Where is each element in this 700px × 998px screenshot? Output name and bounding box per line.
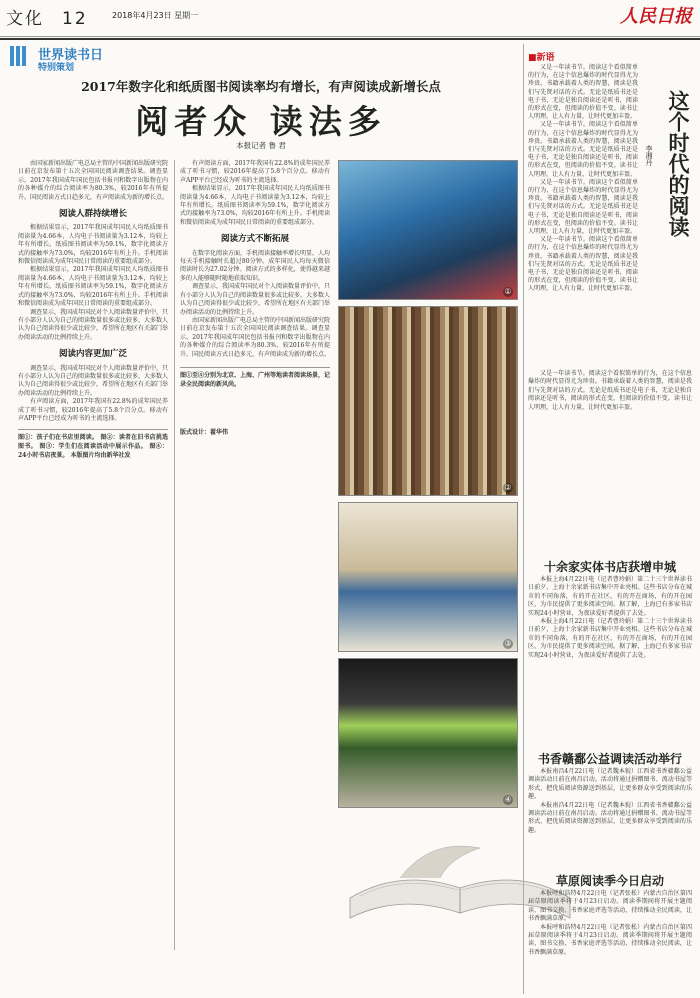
story-bookstores-para-2: 本报上海4月22日电（记者曹玲娟）第二十三个世界读书日前夕，上海十余家新书店集中开业亮相。这些书店分布在城市的不同角落，有的开在社区，有的开在商场，有的开在园区，为市民提供了更多阅读空间。据了解，上海已有多家书店实现24小时营业，为夜读爱好者提供了去处。 bbox=[528, 618, 692, 659]
article-headline: 阅者众 读法多 bbox=[135, 102, 387, 141]
photo-caption: 图①：孩子们在书店里阅读。 图②：读者在旧书店挑选图书。 图③：学生们在阅读活动中展示作品。 图④：24小时书店夜景。 本版图片均由新华社发 bbox=[18, 434, 168, 459]
article-body-2b: 有声阅读方面，2017年我国有22.8%的成年国民养成了听书习惯，较2016年提高了5.8个百分点。移动有声APP平台已经成为听书的主流选择。 bbox=[18, 398, 168, 422]
story-bookstores-headline: 十余家实体书店获增申城 bbox=[543, 560, 676, 574]
story-grassland-para-1: 本报呼和浩特4月22日电（记者张枨）内蒙古自治区第四届草原阅读季将于4月23日启动。阅读季期间将开展主题阅读、图书交换、书香家庭评选等活动，持续推动全民阅读，让书香飘满草原。 bbox=[528, 890, 692, 923]
story-grassland-para-2: 本报呼和浩特4月22日电（记者张枨）内蒙古自治区第四届草原阅读季将于4月23日启动。阅读季期间将开展主题阅读、图书交换、书香家庭评选等活动，持续推动全民阅读，让书香飘满草原。 bbox=[528, 923, 692, 956]
newspaper-logo: 人民日报 bbox=[620, 6, 692, 27]
photo-kids-reading bbox=[338, 160, 518, 300]
story-bookstores-para-1: 本报上海4月22日电（记者曹玲娟）第二十三个世界读书日前夕，上海十余家新书店集中开业亮相。这些书店分布在城市的不同角落，有的开在社区，有的开在商场，有的开在园区，为市民提供了更多阅读空间。据了解，上海已有多家书店实现24小时营业，为夜读爱好者提供了去处。 bbox=[528, 576, 692, 617]
commentary-paragraph-1: 又是一年读书节。阅读这个看似简单的行为，在这个信息爆炸的时代显得尤为珍贵。书籍承载着人类的智慧，阅读是我们与先贤对话的方式。无论是纸质书还是电子书，无论是独自阅读还是听书，阅读的形式在变，但阅读的价值不变。读书让人明理，让人有力量，让时代更加丰盈。 bbox=[528, 64, 638, 121]
photo-caption-box-2 bbox=[180, 367, 330, 389]
article-intro: 由国家新闻出版广电总局主管的中国新闻出版研究院日前在京发布第十五次全国国民阅读调查结果。调查显示，2017年我国成年国民包括书报刊和数字出版物在内的各种媒介的综合阅读率为80.3%，较2016年有所提升。国民阅读方式日趋多元，有声阅读成为新的增长点。 bbox=[18, 160, 169, 201]
commentary-body bbox=[528, 64, 638, 294]
article-column-1 bbox=[18, 160, 168, 460]
commentary-paragraph-3: 又是一年读书节。阅读这个看似简单的行为，在这个信息爆炸的时代显得尤为珍贵。书籍承载着人类的智慧，阅读是我们与先贤对话的方式。无论是纸质书还是电子书，无论是独自阅读还是听书，阅读的形式在变，但阅读的价值不变。读书让人明理，让人有力量，让时代更加丰盈。 bbox=[528, 178, 638, 236]
banner-book-icon bbox=[10, 46, 32, 66]
commentary-author: 李湘丹 bbox=[645, 145, 653, 166]
subhead-methods: 阅读方式不断拓展 bbox=[220, 234, 289, 245]
article-column-2 bbox=[180, 160, 330, 438]
banner-subtitle: 特别策划 bbox=[38, 63, 75, 73]
article-body-3: 有声阅读方面，2017年我国有22.8%的成年国民养成了听书习惯，较2016年提高了5.8个百分点。移动有声APP平台已经成为听书的主流选择。 bbox=[180, 160, 330, 184]
article-body-4b: 调查显示，我国成年国民对个人阅读数量评价中，只有小部分人认为自己的阅读数量很多或比较多，大多数人认为自己阅读得很少或比较少，希望所在地区有关部门举办阅读活动的比例持续上升。 bbox=[180, 283, 331, 316]
story-jiangxi-para-2: 本报南昌4月22日电（记者魏本貌）江西省书香赣鄱公益调读活动日前在南昌启动。活动将通过捐赠图书、流动书屋等形式，把优质阅读资源送到基层，让更多群众享受到阅读的乐趣。 bbox=[528, 801, 692, 834]
section-label: 文化 bbox=[6, 9, 44, 29]
article-body-1: 根据结果显示，2017年我国成年国民人均纸质图书阅读量为4.66本，人均电子书阅读量为3.12本，均较上年有所增长。纸质图书阅读率为59.1%，数字化阅读方式的接触率为73.0%，均较2016年有所上升。手机阅读和微信阅读成为成年国民日常阅读的重要组成部分。 bbox=[18, 224, 168, 266]
photo-caption-2: 图①至④分别为北京、上海、广州等地读者阅读场景，记录全民阅读的新风尚。 bbox=[180, 371, 331, 388]
photo-caption-box bbox=[18, 429, 168, 460]
story-jiangxi-para-1: 本报南昌4月22日电（记者魏本貌）江西省书香赣鄱公益调读活动日前在南昌启动。活动将通过捐赠图书、流动书屋等形式，把优质阅读资源送到基层，让更多群众享受到阅读的乐趣。 bbox=[528, 768, 692, 801]
article-body-2: 调查显示，我国成年国民对个人阅读数量评价中，只有小部分人认为自己的阅读数量很多或比较多，大多数人认为自己阅读得很少或比较少，希望所在地区有关部门举办阅读活动的比例持续上升。 bbox=[18, 364, 169, 397]
story-grassland-headline: 草原阅读季今日启动 bbox=[555, 874, 664, 888]
article-body-4: 在数字化阅读方面，手机阅读接触率增长明显，人均每天手机接触时长超过80分钟。成年国民人均每天微信阅读时长为27.02分钟。阅读方式的多样化，使得越来越多的人能够随时随地获取知识。 bbox=[180, 249, 331, 282]
story-bookstores-body bbox=[528, 576, 692, 660]
photo-number-3: ③ bbox=[504, 639, 512, 648]
commentary-paragraph-2: 又是一年读书节。阅读这个看似简单的行为，在这个信息爆炸的时代显得尤为珍贵。书籍承载着人类的智慧，阅读是我们与先贤对话的方式。无论是纸质书还是电子书，无论是独自阅读还是听书，阅读的形式在变，但阅读的价值不变。读书让人明理，让人有力量，让时代更加丰盈。 bbox=[528, 121, 638, 178]
commentary-title: 这个时代的阅读 bbox=[666, 90, 690, 237]
photo-24h-bookstore bbox=[338, 658, 518, 808]
page-number: 12 bbox=[62, 9, 88, 29]
section-name bbox=[6, 4, 88, 29]
article-deck: 2017年数字化和纸质图书阅读率均有增长，有声阅读成新增长点 bbox=[81, 79, 441, 94]
commentary-label: ■新语 bbox=[528, 53, 555, 63]
story-jiangxi-body bbox=[528, 768, 692, 835]
subhead-content: 阅读内容更加广泛 bbox=[58, 349, 127, 360]
photo-number-4: ④ bbox=[504, 795, 512, 804]
photo-classroom bbox=[338, 502, 518, 652]
article-byline: 本报记者 鲁 君 bbox=[236, 141, 286, 150]
masthead bbox=[0, 0, 700, 40]
commentary-paragraph-4: 又是一年读书节。阅读这个看似简单的行为，在这个信息爆炸的时代显得尤为珍贵。书籍承载着人类的智慧，阅读是我们与先贤对话的方式。无论是纸质书还是电子书，无论是独自阅读还是听书，阅读的形式在变，但阅读的价值不变。读书让人明理，让人有力量，让时代更加丰盈。 bbox=[528, 236, 638, 293]
column-divider bbox=[174, 160, 175, 950]
article-body-1b: 根据结果显示，2017年我国成年国民人均纸质图书阅读量为4.66本，人均电子书阅读量为3.12本，均较上年有所增长。纸质图书阅读率为59.1%，数字化阅读方式的接触率为73.0%，均较2016年有所上升。手机阅读和微信阅读成为成年国民日常阅读的重要组成部分。 bbox=[18, 266, 168, 308]
photo-number-1: ① bbox=[504, 287, 512, 296]
story-jiangxi-headline: 书香赣鄱公益调读活动举行 bbox=[537, 752, 682, 766]
commentary-body-lower bbox=[528, 370, 692, 412]
story-grassland-body bbox=[528, 890, 692, 957]
article-body-4c: 由国家新闻出版广电总局主管的中国新闻出版研究院日前在京发布第十五次全国国民阅读调查结果。调查显示，2017年我国成年国民包括书报刊和数字出版物在内的各种媒介的综合阅读率为80.3%，较2016年有所提升。国民阅读方式日趋多元，有声阅读成为新的增长点。 bbox=[180, 316, 331, 358]
subhead-readers: 阅读人群持续增长 bbox=[58, 209, 127, 220]
article-body-1c: 调查显示，我国成年国民对个人阅读数量评价中，只有小部分人认为自己的阅读数量很多或比较多，大多数人认为自己阅读得很少或比较少，希望所在地区有关部门举办阅读活动的比例持续上升。 bbox=[18, 308, 169, 341]
feature-banner bbox=[10, 44, 160, 72]
right-column-divider bbox=[523, 44, 524, 994]
masthead-rule bbox=[0, 36, 700, 37]
banner-title: 世界读书日 bbox=[38, 48, 104, 63]
photo-number-2: ② bbox=[504, 483, 512, 492]
layout-credit: 版式设计：翟华伟 bbox=[180, 429, 229, 437]
commentary-paragraph-5: 又是一年读书节。阅读这个看似简单的行为，在这个信息爆炸的时代显得尤为珍贵。书籍承载着人类的智慧，阅读是我们与先贤对话的方式。无论是纸质书还是电子书，无论是独自阅读还是听书，阅读的形式在变，但阅读的价值不变。读书让人明理，让人有力量，让时代更加丰盈。 bbox=[528, 370, 692, 411]
article-body-3b: 根据结果显示，2017年我国成年国民人均纸质图书阅读量为4.66本，人均电子书阅读量为3.12本，均较上年有所增长。纸质图书阅读率为59.1%，数字化阅读方式的接触率为73.0%，均较2016年有所上升。手机阅读和微信阅读成为成年国民日常阅读的重要组成部分。 bbox=[180, 185, 330, 226]
photo-used-bookstore bbox=[338, 306, 518, 496]
issue-date: 2018年4月23日 星期一 bbox=[112, 11, 199, 20]
